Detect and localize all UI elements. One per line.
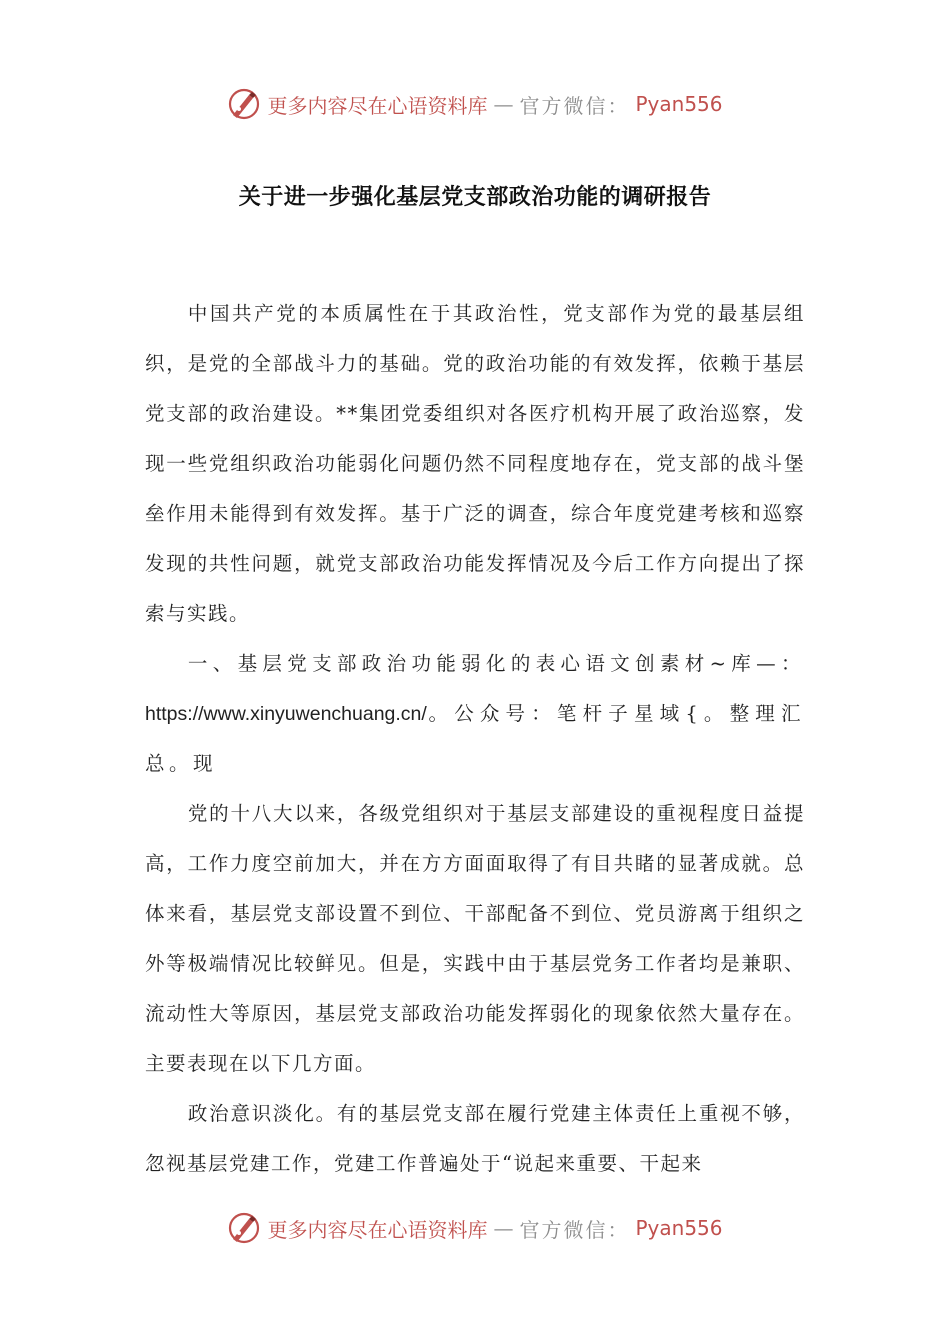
website-link[interactable]: https://www.xinyuwenchuang.cn/ xyxy=(145,703,427,725)
pen-logo-icon xyxy=(227,1211,261,1245)
banner-separator: — xyxy=(493,1216,514,1240)
pen-logo-icon xyxy=(227,87,261,121)
banner-title: 更多内容尽在心语资料库 xyxy=(267,93,488,118)
banner-wechat-label: 官方微信： xyxy=(519,1217,630,1242)
banner-wechat-id: Pyan556 xyxy=(635,1216,723,1240)
banner-wechat-label: 官方微信： xyxy=(519,93,630,118)
section-heading-1-tail: 。公众号：笔杆子星域{。整理汇总。现 xyxy=(145,702,805,775)
paragraph-intro: 中国共产党的本质属性在于其政治性，党支部作为党的最基层组织，是党的全部战斗力的基础。党的政治功能的有效发挥，依赖于基层党支部的政治建设。**集团党委组织对各医疗机构开展了政治巡察，发现一些党组织政治功能弱化问题仍然不同程度地存在，党支部的战斗堡垒作用未能得到有效发挥。基于广泛的调查，综合年度党建考核和巡察发现的共性问题，就党支部政治功能发挥情况及今后工作方向提出了探索与实践。 xyxy=(145,302,805,625)
banner-title: 更多内容尽在心语资料库 xyxy=(267,1217,488,1242)
paragraph-2: 党的十八大以来，各级党组织对于基层支部建设的重视程度日益提高，工作力度空前加大，并在方方面面取得了有目共睹的显著成就。总体来看，基层党支部设置不到位、干部配备不到位、党员游离于组织之外等极端情况比较鲜见。但是，实践中由于基层党务工作者均是兼职、流动性大等原因，基层党支部政治功能发挥弱化的现象依然大量存在。主要表现在以下几方面。 xyxy=(145,802,805,1075)
section-heading-1 xyxy=(145,639,805,789)
footer-banner xyxy=(0,1208,950,1248)
banner-wechat-id: Pyan556 xyxy=(635,92,723,116)
document-body xyxy=(145,289,805,1189)
document-title: 关于进一步强化基层党支部政治功能的调研报告 xyxy=(238,185,712,210)
header-banner xyxy=(0,84,950,124)
paragraph-3: 政治意识淡化。有的基层党支部在履行党建主体责任上重视不够，忽视基层党建工作，党建工作普遍处于“说起来重要、干起来 xyxy=(145,1102,805,1175)
banner-separator: — xyxy=(493,92,514,116)
section-heading-1-text: 一、基层党支部政治功能弱化的表心语文创素材~库—： xyxy=(187,652,805,675)
